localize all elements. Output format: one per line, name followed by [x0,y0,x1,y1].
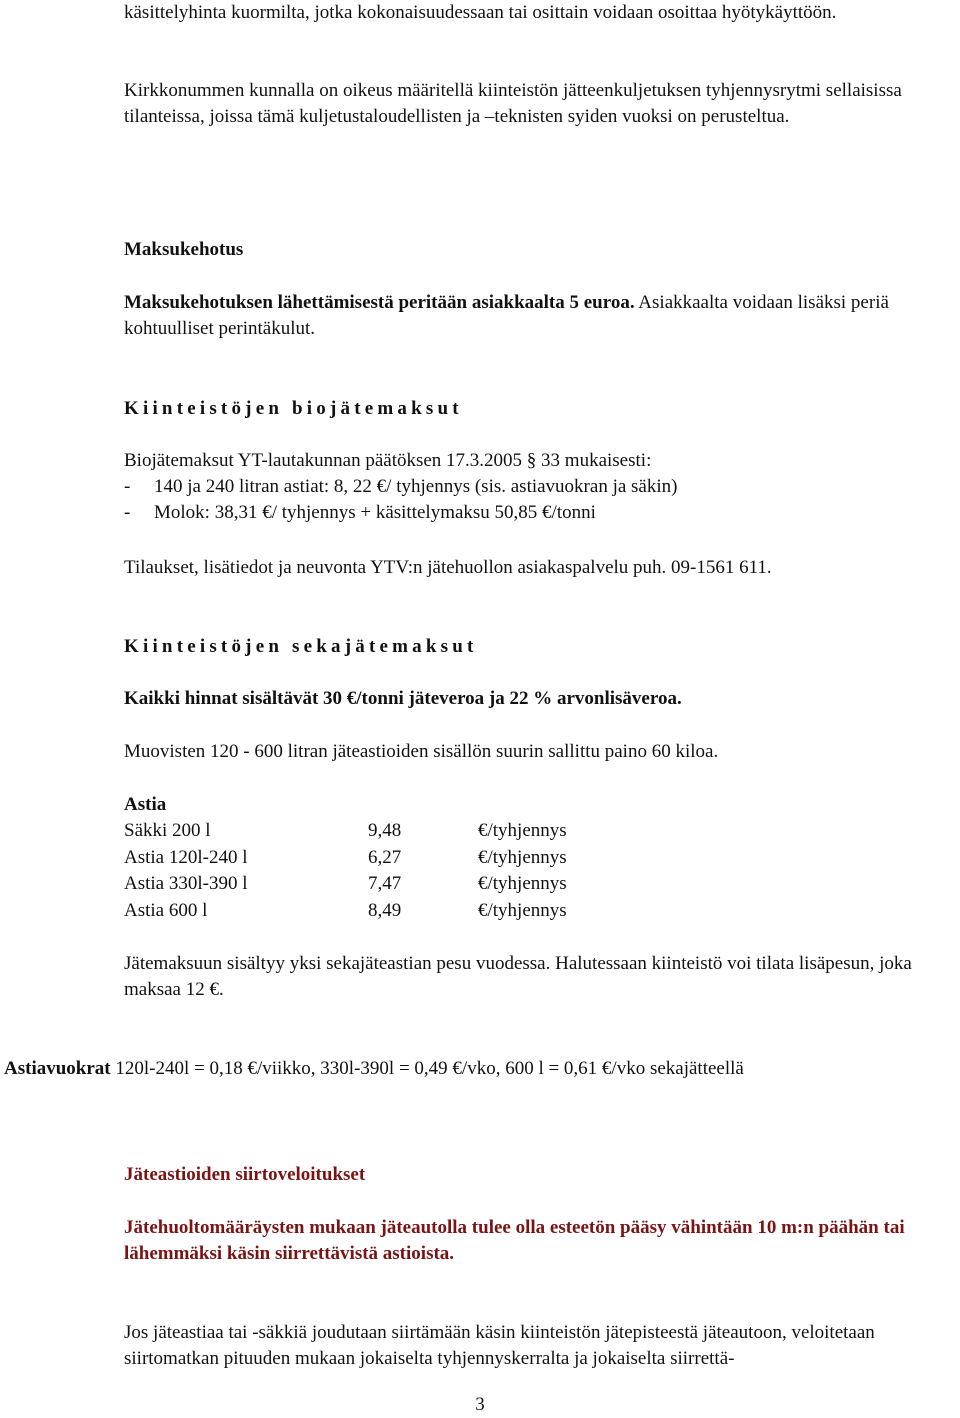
maksukehotus-paragraph [124,290,954,342]
maksukehotus-heading: Maksukehotus [124,239,244,260]
table-row [124,845,954,872]
price-table-heading: Astia [124,794,167,815]
list-item [124,500,954,526]
wash-note: Jätemaksuun sisältyy yksi sekajäteastian pesu vuodessa. Halutessaan kiinteistö voi tilata lisäpesun, joka maksaa 12 €. [124,953,912,1000]
table-row [124,871,954,898]
kirkkonummi-paragraph: Kirkkonummen kunnalla on oikeus määritellä kiinteistön jätteenkuljetuksen tyhjennysrytmi sellaisissa tilanteissa, joissa tämä kuljetustaloudellisten ja –teknisten syiden vuoksi on perusteltua. [124,80,902,127]
biojate-intro: Biojätemaksut YT-lautakunnan päätöksen 17.3.2005 § 33 mukaisesti: [124,450,652,471]
list-item-text: Molok: 38,31 €/ tyhjennys + käsittelymaksu 50,85 €/tonni [154,502,596,523]
price-table [124,818,954,924]
siirto-rule: Jätehuoltomääräysten mukaan jäteautolla tulee olla esteetön pääsy vähintään 10 m:n päähän tai lähemmäksi käsin siirrettävistä astioista. [124,1217,905,1264]
astiavuokrat-text: 120l-240l = 0,18 €/viikko, 330l-390l = 0,49 €/vko, 600 l = 0,61 €/vko sekajätteellä [110,1058,744,1079]
table-cell-price: 9,48 [368,820,402,841]
table-cell-item: Astia 120l-240 l [124,846,248,868]
maksukehotus-bold-text: Maksukehotuksen lähettämisestä peritään asiakkaalta 5 euroa. [124,292,635,313]
maksukehotus-plain-text: Asiakkaalta voidaan lisäksi periä kohtuulliset perintäkulut. [124,292,889,339]
table-cell-unit: €/tyhjennys [478,873,567,894]
table-row [124,818,954,845]
list-item-text: 140 ja 240 litran astiat: 8, 22 €/ tyhjennys (sis. astiavuokran ja säkin) [154,476,678,497]
table-cell-item: Astia 330l-390 l [124,873,248,894]
table-cell-item: Astia 600 l [124,899,208,921]
biojate-list [124,474,954,526]
biojate-contact: Tilaukset, lisätiedot ja neuvonta YTV:n jätehuollon asiakaspalvelu puh. 09-1561 611. [124,557,772,578]
table-cell-unit: €/tyhjennys [478,820,567,841]
list-item [124,474,954,500]
sekajate-weight-note: Muovisten 120 - 600 litran jäteastioiden sisällön suurin sallittu paino 60 kiloa. [124,741,719,762]
table-row [124,898,954,925]
sekajate-prices-note: Kaikki hinnat sisältävät 30 €/tonni jäteveroa ja 22 % arvonlisäveroa. [124,688,682,709]
list-bullet: - [124,502,131,523]
table-cell-unit: €/tyhjennys [478,846,567,868]
table-cell-price: 6,27 [368,846,402,868]
table-cell-price: 8,49 [368,899,402,921]
intro-paragraph: käsittelyhinta kuormilta, jotka kokonaisuudessaan tai osittain voidaan osoittaa hyötykäyttöön. [124,2,837,23]
table-cell-item: Säkki 200 l [124,820,211,841]
biojate-heading: Kiinteistöjen biojätemaksut [124,398,463,419]
table-cell-price: 7,47 [368,873,402,894]
astiavuokrat-label: Astiavuokrat [4,1058,111,1079]
siirto-heading: Jäteastioiden siirtoveloitukset [124,1164,366,1185]
page-number: 3 [475,1394,485,1415]
siirto-paragraph: Jos jäteastiaa tai -säkkiä joudutaan siirtämään käsin kiinteistön jätepisteestä jäteautoon, veloitetaan siirtomatkan pituuden mukaan jokaiselta tyhjennyskerralta ja jokaiselta siirrettä- [124,1322,875,1369]
table-cell-unit: €/tyhjennys [478,899,567,921]
astiavuokrat-line [4,1056,744,1082]
sekajate-heading: Kiinteistöjen sekajätemaksut [124,636,478,657]
list-bullet: - [124,476,131,497]
